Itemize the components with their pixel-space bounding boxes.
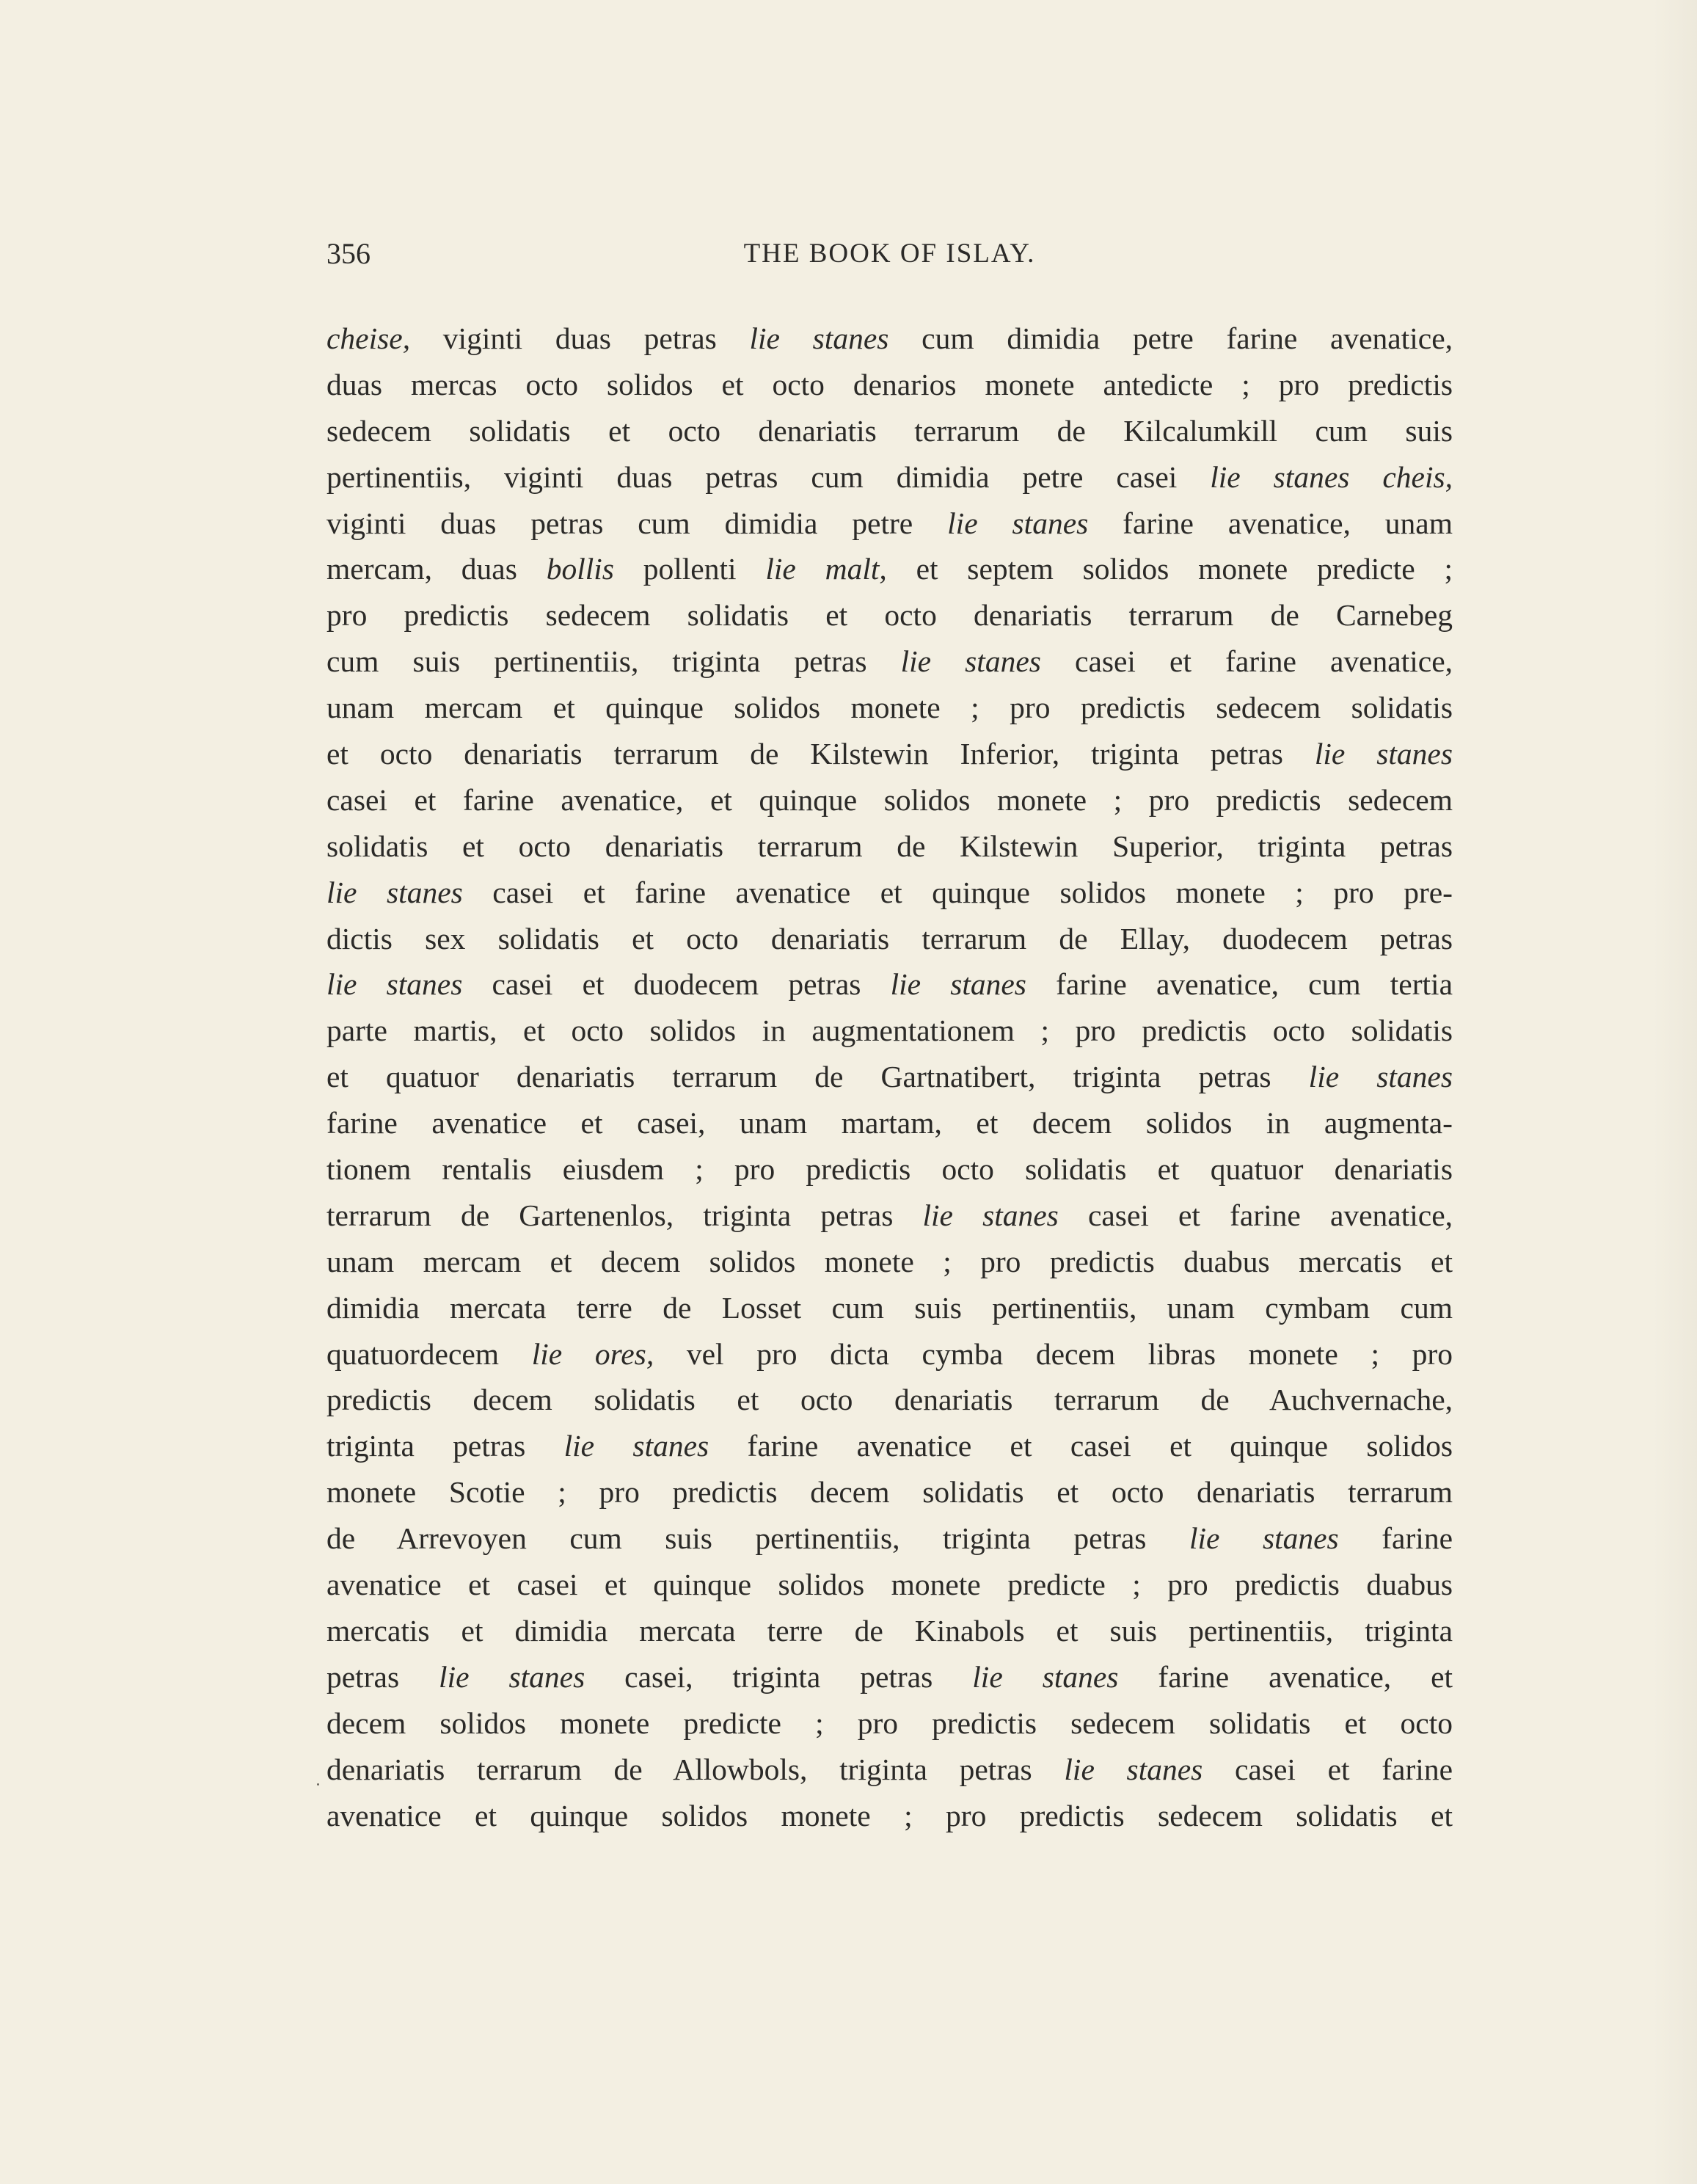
text-line [326,1562,1453,1608]
text-run: parte martis, et octo solidos in augmentationem ; pro predictis octo solidatis [326,1013,1453,1048]
text-line [326,1747,1453,1793]
text-line [326,1285,1453,1331]
italic-phrase: lie stanes cheis, [1210,459,1453,494]
text-line [326,638,1453,685]
text-run: viginti duas petras [410,321,750,355]
text-run: solidatis et octo denariatis terrarum de Kilstewin Superior, triginta petras [326,829,1453,863]
text-run: de Arrevoyen cum suis pertinentiis, triginta petras [326,1521,1189,1556]
text-line [326,1146,1453,1193]
text-run: mercatis et dimidia mercata terre de Kinabols et suis pertinentiis, triginta [326,1613,1453,1648]
text-run: et quatuor denariatis terrarum de Gartnatibert, triginta petras [326,1060,1309,1094]
text-run: dimidia mercata terre de Losset cum suis pertinentiis, unam cymbam cum [326,1290,1453,1325]
text-line [326,961,1453,1008]
italic-phrase: lie stanes [439,1659,585,1694]
text-run: cum suis pertinentiis, triginta petras [326,644,901,679]
italic-phrase: lie stanes [326,967,463,1002]
italic-phrase: lie stanes [947,506,1089,540]
text-run: cum dimidia petre farine avenatice, [888,321,1453,355]
text-line [326,1239,1453,1285]
text-run: avenatice et quinque solidos monete ; pro predictis sedecem solidatis et [326,1798,1453,1832]
italic-phrase: bollis [546,552,614,586]
text-run: duas mercas octo solidos et octo denarios monete antedicte ; pro predictis [326,367,1453,401]
page-edge-shadow [1653,0,1697,2184]
text-run: farine avenatice et casei, unam martam, et decem solidos in augmenta- [326,1106,1453,1140]
text-run: terrarum de Gartenenlos, triginta petras [326,1198,923,1232]
text-run: farine avenatice, unam [1088,506,1453,540]
text-run: farine [1338,1521,1453,1556]
text-run: farine avenatice et casei et quinque solidos [709,1429,1453,1463]
text-run: et octo denariatis terrarum de Kilstewin Inferior, triginta petras [326,737,1315,771]
italic-phrase: lie stanes [890,967,1026,1002]
text-run: casei et duodecem petras [462,967,891,1002]
italic-phrase: lie stanes [922,1198,1059,1232]
text-line [326,1469,1453,1515]
text-line [326,1008,1453,1054]
text-run: pro predictis sedecem solidatis et octo denariatis terrarum de Carnebeg [326,598,1453,633]
text-run: unam mercam et quinque solidos monete ; pro predictis sedecem solidatis [326,691,1453,725]
text-line [326,592,1453,638]
text-line [326,1331,1453,1377]
text-run: farine avenatice, cum tertia [1026,967,1453,1002]
italic-phrase: lie malt, [765,552,887,586]
italic-phrase: lie stanes [326,875,463,909]
text-run: mercam, duas [326,552,547,586]
text-run: unam mercam et decem solidos monete ; pro predictis duabus mercatis et [326,1244,1453,1278]
text-run: denariatis terrarum de Allowbols, triginta petras [326,1752,1065,1786]
text-run: decem solidos monete predicte ; pro predictis sedecem solidatis et octo [326,1706,1453,1740]
text-line [326,316,1453,362]
text-line [326,1377,1453,1423]
text-run: dictis sex solidatis et octo denariatis terrarum de Ellay, duodecem petras [326,921,1453,956]
italic-phrase: lie stanes [749,321,889,355]
text-line [326,454,1453,500]
text-line [326,1793,1453,1839]
text-run: farine avenatice, et [1118,1659,1453,1694]
running-title: THE BOOK OF ISLAY. [743,239,1036,269]
text-line [326,1654,1453,1700]
text-line [326,1193,1453,1239]
text-run: vel pro dicta cymba decem libras monete ; pro [654,1336,1453,1371]
text-line [326,823,1453,870]
italic-phrase: cheise, [326,321,411,355]
text-run: avenatice et casei et quinque solidos monete predicte ; pro predictis duabus [326,1568,1453,1602]
text-run: casei et farine [1203,1752,1453,1786]
text-line [326,500,1453,547]
text-run: casei et farine avenatice, [1040,644,1453,679]
text-run: sedecem solidatis et octo denariatis terrarum de Kilcalumkill cum suis [326,413,1453,448]
text-run: triginta petras [326,1429,564,1463]
italic-phrase: lie stanes [1308,1060,1453,1094]
text-line [326,546,1453,592]
text-run: casei, triginta petras [585,1659,973,1694]
ink-speck [317,1783,319,1786]
text-run: casei et farine avenatice, et quinque solidos monete ; pro predictis sedecem [326,782,1453,817]
text-run: et septem solidos monete predicte ; [886,552,1453,586]
text-line [326,916,1453,962]
italic-phrase: lie stanes [900,644,1041,679]
text-run: casei et farine avenatice et quinque solidos monete ; pro pre- [462,875,1453,909]
body-text [326,316,1453,1838]
text-line [326,685,1453,731]
text-line [326,1423,1453,1469]
italic-phrase: lie stanes [1314,737,1453,771]
italic-phrase: lie stanes [972,1659,1119,1694]
text-run: viginti duas petras cum dimidia petre [326,506,948,540]
text-run: pertinentiis, viginti duas petras cum dimidia petre casei [326,459,1211,494]
italic-phrase: lie ores, [531,1336,654,1371]
italic-phrase: lie stanes [1064,1752,1203,1786]
text-line [326,1515,1453,1562]
italic-phrase: lie stanes [563,1429,709,1463]
text-line [326,1100,1453,1146]
text-run: quatuordecem [326,1336,532,1371]
text-run: pollenti [613,552,766,586]
text-run: tionem rentalis eiusdem ; pro predictis octo solidatis et quatuor denariatis [326,1152,1453,1187]
text-line [326,1608,1453,1654]
running-head [326,236,1453,280]
text-line [326,731,1453,777]
text-run: petras [326,1659,439,1694]
page-number: 356 [326,237,371,270]
text-line [326,777,1453,823]
text-line [326,408,1453,454]
text-line [326,1700,1453,1747]
text-run: monete Scotie ; pro predictis decem solidatis et octo denariatis terrarum [326,1475,1453,1510]
text-line [326,362,1453,408]
text-line [326,870,1453,916]
text-line [326,1054,1453,1100]
italic-phrase: lie stanes [1189,1521,1339,1556]
text-run: casei et farine avenatice, [1058,1198,1453,1232]
text-run: predictis decem solidatis et octo denariatis terrarum de Auchvernache, [326,1383,1453,1417]
